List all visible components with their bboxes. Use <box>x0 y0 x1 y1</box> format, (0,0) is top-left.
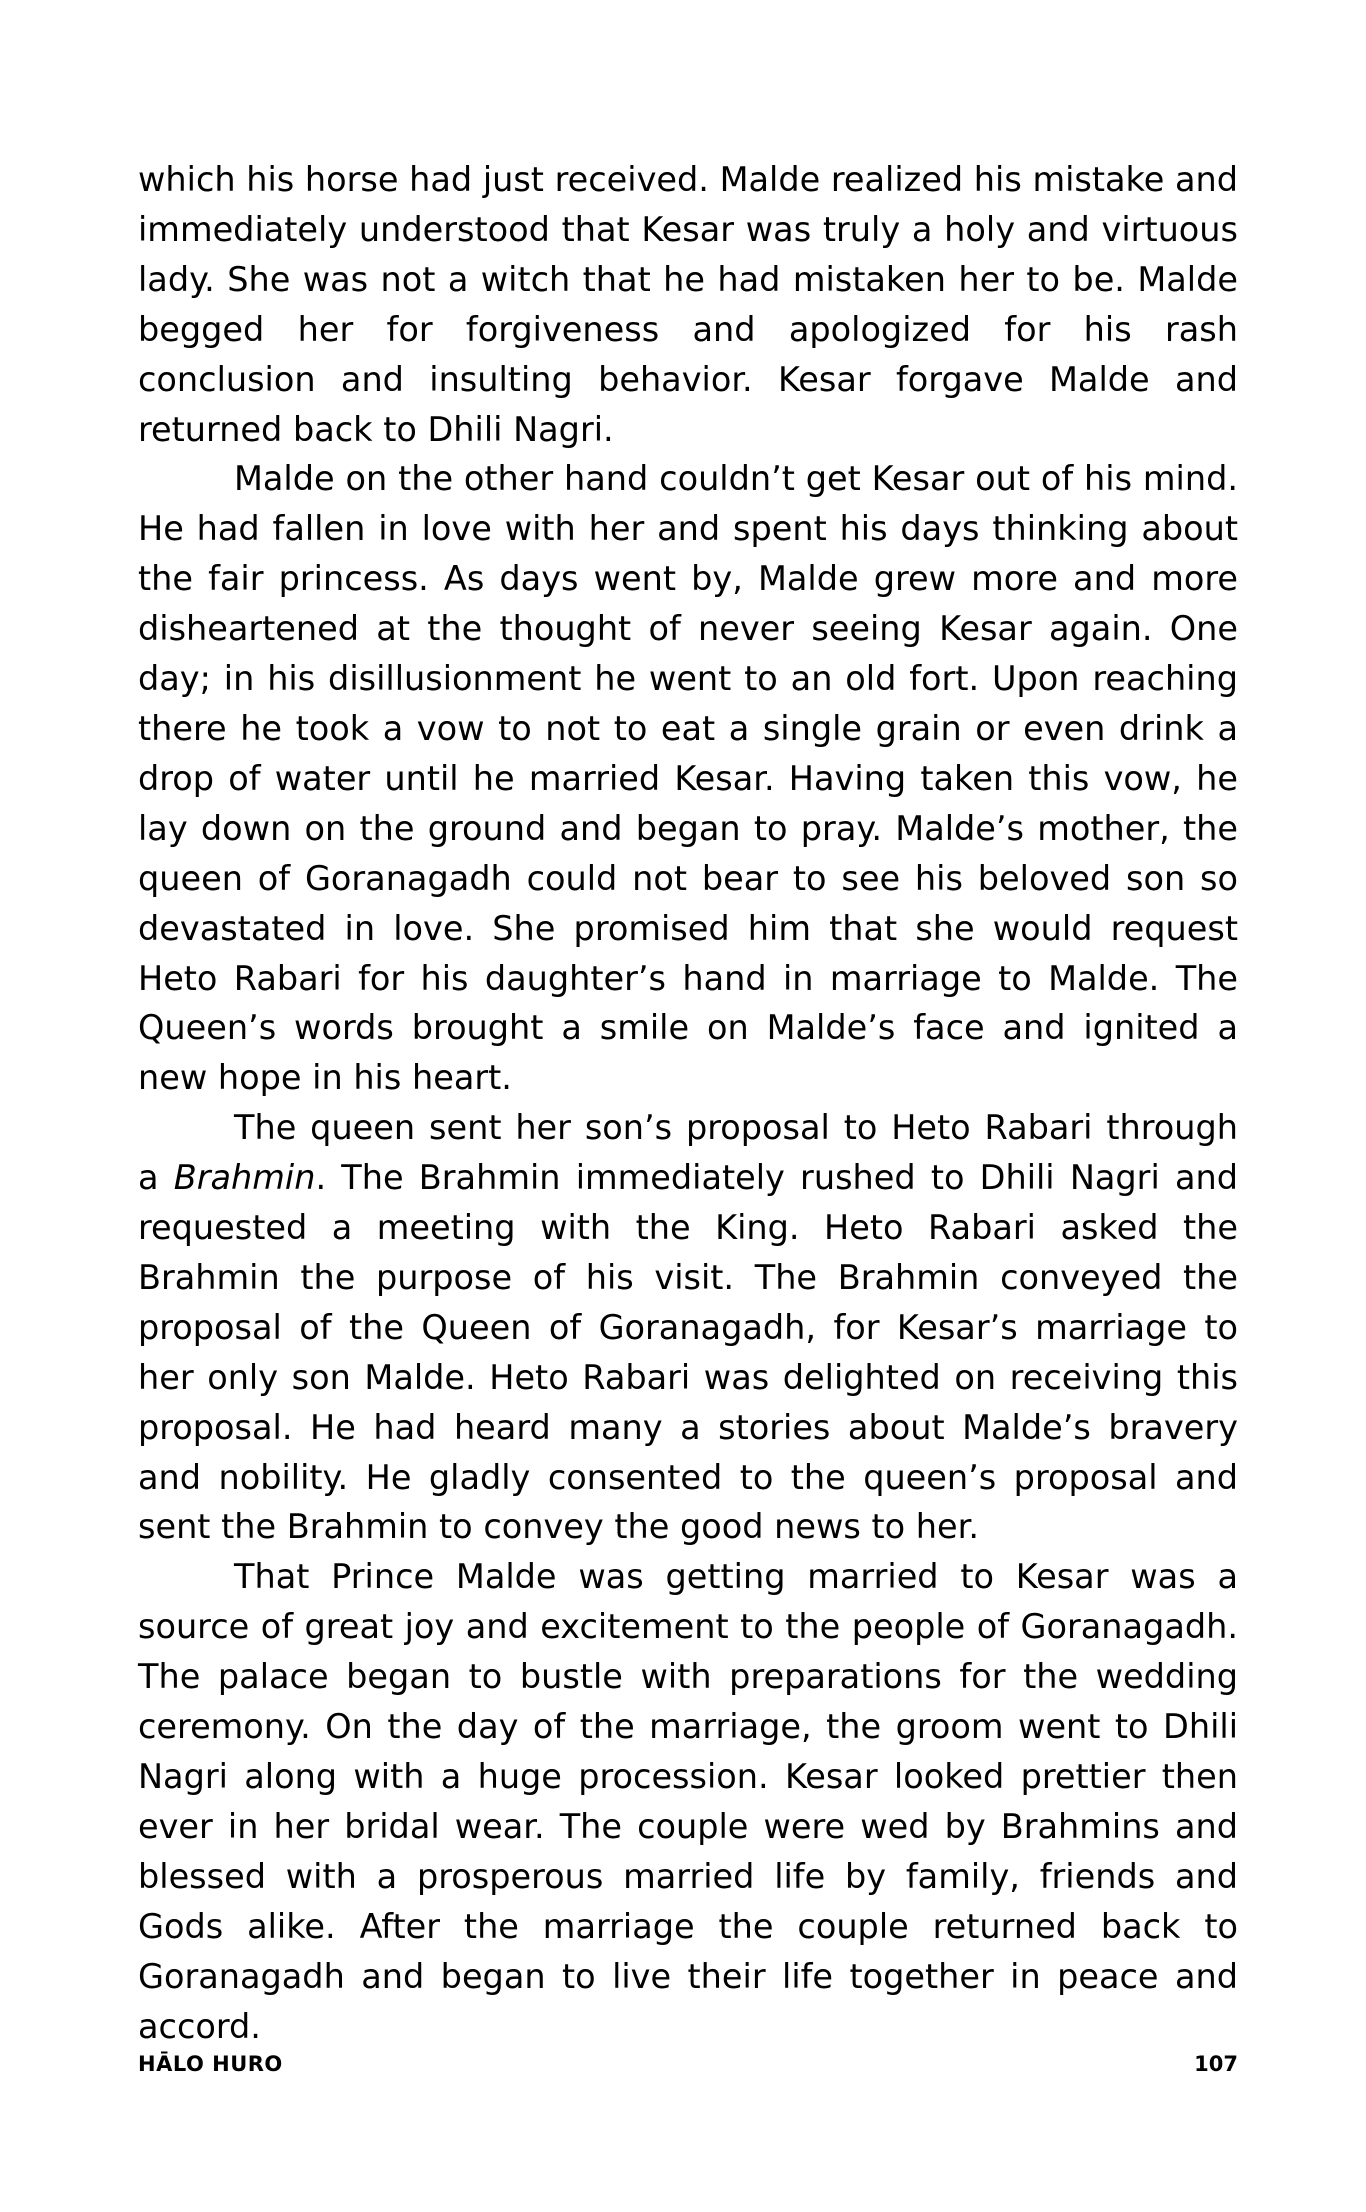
running-title: HĀLO HURO <box>138 2052 283 2076</box>
paragraph-3-text-start: The queen sent her son’s proposal to Heto Rabari through a <box>138 1108 1238 1198</box>
page-number: 107 <box>1194 2052 1238 2076</box>
paragraph-4: That Prince Malde was getting married to Kesar was a source of great joy and excitement to the people of Goranagadh. The palace began to bustle with preparations for the wedding ceremony. On the day of the marriage, the groom went to Dhili Nagri along with a huge procession. Kesar looked prettier then ever in her bridal wear. The couple were wed by Brahmins and blessed with a prosperous married life by family, friends and Gods alike. After the marriage the couple returned back to Goranagadh and began to live their life together in peace and accord. <box>138 1557 1238 2046</box>
paragraph-3 <box>138 1103 1238 1552</box>
paragraph-1: which his horse had just received. Malde realized his mistake and immediately understood that Kesar was truly a holy and virtuous lady. She was not a witch that he had mistaken her to be. Malde begged her for forgiveness and apologized for his rash conclusion and insulting behavior. Kesar forgave Malde and returned back to Dhili Nagri. <box>138 160 1238 449</box>
paragraph-2: Malde on the other hand couldn’t get Kesar out of his mind. He had fallen in love with her and spent his days thinking about the fair princess. As days went by, Malde grew more and more disheartened at the thought of never seeing Kesar again. One day; in his disillusionment he went to an old fort. Upon reaching there he took a vow to not to eat a single grain or even drink a drop of water until he married Kesar. Having taken this vow, he lay down on the ground and began to pray. Malde’s mother, the queen of Goranagadh could not bear to see his beloved son so devastated in love. She promised him that she would request Heto Rabari for his daughter’s hand in marriage to Malde. The Queen’s words brought a smile on Malde’s face and ignited a new hope in his heart. <box>138 459 1238 1098</box>
paragraph-3-italic-term: Brahmin <box>173 1158 316 1198</box>
page-footer <box>138 2052 1238 2082</box>
paragraph-3-text-end: . The Brahmin immediately rushed to Dhili Nagri and requested a meeting with the King. Heto Rabari asked the Brahmin the purpose of his visit. The Brahmin conveyed the proposal of the Queen of Goranagadh, for Kesar’s marriage to her only son Malde. Heto Rabari was delighted on receiving this proposal. He had heard many a stories about Malde’s bravery and nobility. He gladly consented to the queen’s proposal and sent the Brahmin to convey the good news to her. <box>138 1158 1238 1547</box>
page-body <box>138 155 1238 2051</box>
